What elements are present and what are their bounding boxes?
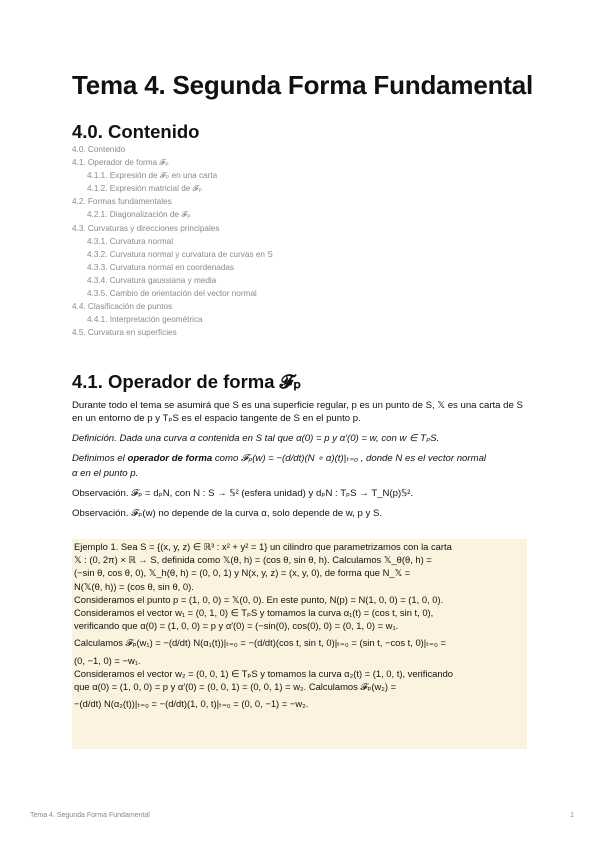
- toc-item[interactable]: 4.4.1. Interpretación geométrica: [87, 315, 203, 325]
- example-box: [72, 539, 527, 749]
- example-line: Calculamos 𝓕ₚ(w₁) = −(d/dt) N(α₁(t))|ₜ₌₀ = −(d/dt)(cos t, sin t, 0)|ₜ₌₀ = (sin t, −cos t, 0)|ₜ₌₀ =: [74, 637, 446, 649]
- example-line: que α(0) = (1, 0, 0) = p y α′(0) = (0, 0, 1) = (0, 0, 1) = w₂. Calculamos 𝓕ₚ(w₂) =: [74, 681, 397, 693]
- definition-term: operador de forma: [127, 453, 213, 464]
- definition-text-c: como 𝓕ₚ(w) = −(d/dt)(N ∘ α)(t)|ₜ₌₀ , donde N es el vector normal: [212, 453, 487, 464]
- section-heading-shape-operator: 4.1. Operador de forma 𝓕ₚ: [72, 371, 302, 392]
- toc-item[interactable]: 4.3.3. Curvatura normal en coordenadas: [87, 262, 235, 272]
- example-line: 𝕏 : (0, 2π) × ℝ → S, definida como 𝕏(θ, h) = (cos θ, sin θ, h). Calculamos 𝕏_θ(θ, h) =: [74, 554, 432, 566]
- section-body: [72, 399, 528, 527]
- observation-1: Observación. 𝓕ₚ = dₚN, con N : S → 𝕊² (esfera unidad) y dₚN : TₚS → T_N(p)𝕊².: [72, 488, 414, 499]
- toc-item[interactable]: 4.3.4. Curvatura gaussiana y media: [87, 275, 217, 285]
- toc-item[interactable]: 4.1.2. Expresión matricial de 𝓕ₚ: [87, 184, 203, 194]
- example-line: Consideramos el punto p = (1, 0, 0) = 𝕏(0, 0). En este punto, N(p) = N(1, 0, 0) = (1, 0, 0).: [74, 593, 444, 605]
- toc-item[interactable]: 4.1. Operador de forma 𝓕ₚ: [72, 158, 169, 168]
- example-line: −(d/dt) N(α₂(t))|ₜ₌₀ = −(d/dt)(1, 0, t)|ₜ₌₀ = (0, 0, −1) = −w₂.: [74, 698, 309, 710]
- toc-item[interactable]: 4.3.2. Curvatura normal y curvatura de curvas en S: [87, 249, 273, 259]
- definition-line-2: [72, 452, 528, 465]
- toc-item[interactable]: 4.4. Clasificación de puntos: [72, 302, 173, 312]
- example-line: Ejemplo 1. Sea S = {(x, y, z) ∈ ℝ³ : x² + y² = 1} un cilindro que parametrizamos con la carta: [74, 541, 452, 552]
- section-heading-contents: 4.0. Contenido: [72, 121, 200, 142]
- example-line: verificando que α(0) = (1, 0, 0) = p y α′(0) = (−sin(0), cos(0), 0) = (0, 1, 0) = w₁.: [74, 620, 399, 632]
- example-line: Consideramos el vector w₁ = (0, 1, 0) ∈ TₚS y tomamos la curva α₁(t) = (cos t, sin t, 0),: [74, 607, 434, 619]
- toc-item[interactable]: 4.2.1. Diagonalización de 𝓕ₚ: [87, 210, 191, 220]
- definition-line-1: Definición. Dada una curva α contenida en S tal que α(0) = p y α′(0) = w, con w ∈ TₚS.: [72, 433, 440, 444]
- table-of-contents: [72, 143, 273, 339]
- observation-2: Observación. 𝓕ₚ(w) no depende de la curva α, solo depende de w, p y S.: [72, 508, 383, 519]
- footer-title: Tema 4. Segunda Forma Fundamental: [30, 812, 150, 819]
- toc-item[interactable]: 4.5. Curvatura en superficies: [72, 328, 177, 338]
- page-number: 1: [570, 812, 574, 819]
- toc-item[interactable]: 4.2. Formas fundamentales: [72, 197, 172, 207]
- example-line: Consideramos el vector w₂ = (0, 0, 1) ∈ TₚS y tomamos la curva α₂(t) = (1, 0, t), verificando: [74, 667, 454, 679]
- example-line: (0, −1, 0) = −w₁.: [74, 654, 141, 666]
- example-line: (−sin θ, cos θ, 0), 𝕏_h(θ, h) = (0, 0, 1) y N(x, y, z) = (x, y, 0), de forma que N_𝕏 =: [74, 567, 411, 579]
- toc-item[interactable]: 4.0. Contenido: [72, 145, 126, 154]
- toc-item[interactable]: 4.3.1. Curvatura normal: [87, 236, 174, 246]
- toc-item[interactable]: 4.3.5. Cambio de orientación del vector normal: [87, 289, 257, 299]
- definition-text-a: Definimos el: [72, 453, 128, 464]
- toc-item[interactable]: 4.3. Curvaturas y direcciones principales: [72, 223, 220, 233]
- definition-line-3: α en el punto p.: [72, 468, 139, 479]
- intro-paragraph: Durante todo el tema se asumirá que S es una superficie regular, p es un punto de S, 𝕏 es una carta de S en un entorno de p y TₚS es el espacio tangente de S en el punto p.: [72, 400, 523, 424]
- page-title: Tema 4. Segunda Forma Fundamental: [72, 70, 534, 100]
- example-line: N(𝕏(θ, h)) = (cos θ, sin θ, 0).: [74, 580, 194, 592]
- toc-item[interactable]: 4.1.1. Expresión de 𝓕ₚ en una carta: [87, 171, 218, 181]
- page-footer: [30, 812, 574, 819]
